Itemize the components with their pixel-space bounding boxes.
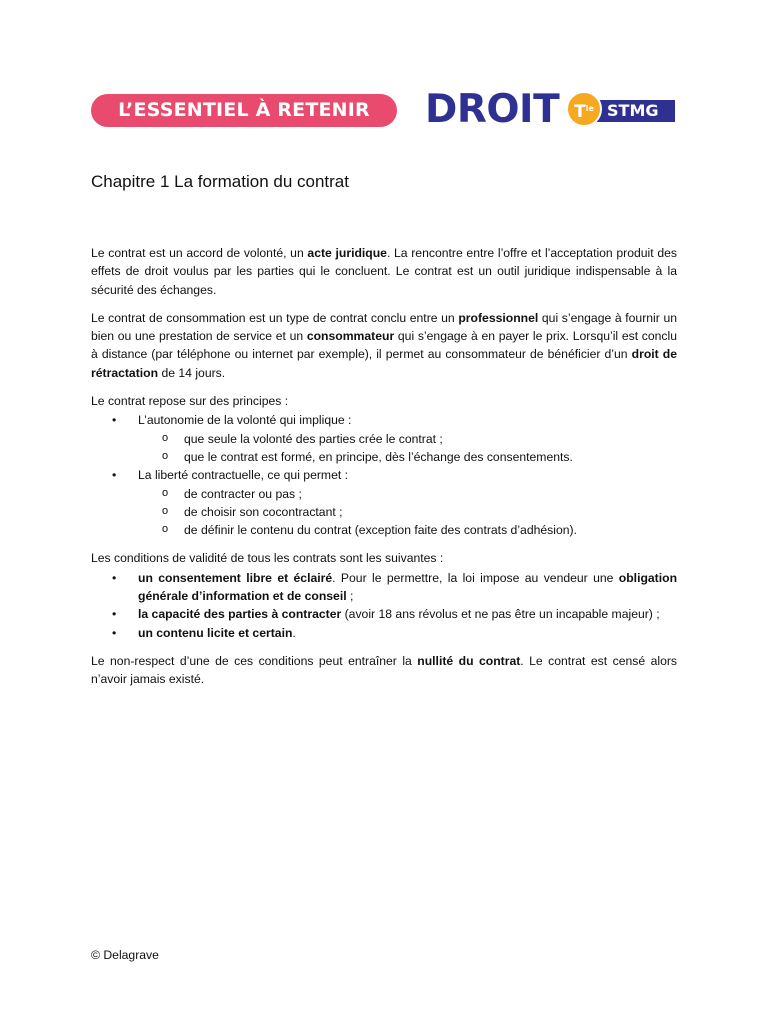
text: qui s’engage à en payer le prix. Lorsqu’il est conclu à distance (par téléphone ou internet par exemple), il permet au consommateur de bénéficier d’un bbox=[91, 329, 677, 362]
text: . Le contrat est censé alors n’avoir jamais existé. bbox=[91, 653, 678, 687]
track-label: STMG bbox=[607, 101, 659, 120]
principles-list bbox=[91, 411, 677, 539]
bold-term: un consentement libre et éclairé bbox=[138, 570, 333, 585]
text: Le contrat est un accord de volonté, un bbox=[91, 246, 308, 260]
essentiel-badge: L’ESSENTIEL À RETENIR bbox=[91, 94, 397, 127]
conditions-list bbox=[91, 569, 677, 642]
paragraph-definition bbox=[91, 244, 677, 299]
text: ; bbox=[346, 589, 354, 604]
text: de 14 jours. bbox=[158, 365, 226, 380]
text: . Pour le permettre, la loi impose au vendeur une bbox=[332, 570, 619, 585]
chapter-title: Chapitre 1 La formation du contrat bbox=[91, 172, 349, 191]
list-item: o que le contrat est formé, en principe, dès l’échange des consentements. bbox=[138, 448, 677, 466]
text: L’autonomie de la volonté qui implique : bbox=[138, 413, 352, 428]
bold-term: nullité du contrat bbox=[417, 653, 521, 668]
level-main: T bbox=[574, 102, 586, 122]
conditions-intro: Les conditions de validité de tous les contrats sont les suivantes : bbox=[91, 551, 444, 566]
text: . bbox=[292, 625, 296, 640]
bold-term: un contenu licite et certain bbox=[138, 625, 293, 640]
text: . La rencontre entre l’offre et l’acceptation produit des effets de droit voulus par les parties qui le concluent. Le contrat est un outil juridique indispensable à la sécurité des échanges. bbox=[91, 246, 677, 297]
main-content bbox=[91, 170, 677, 699]
list-item: o de définir le contenu du contrat (exception faite des contrats d’adhésion). bbox=[138, 521, 677, 539]
text: (avoir 18 ans révolus et ne pas être un incapable majeur) ; bbox=[341, 607, 660, 622]
list-item bbox=[91, 466, 677, 539]
text: Le non-respect d’une de ces conditions peut entraîner la bbox=[91, 653, 418, 668]
bold-term: professionnel bbox=[458, 310, 539, 325]
level-badge bbox=[566, 91, 602, 127]
list-item bbox=[91, 411, 677, 466]
list-item: o de choisir son cocontractant ; bbox=[138, 503, 677, 521]
text: Le contrat de consommation est un type de contrat conclu entre un bbox=[91, 310, 459, 325]
list-item bbox=[91, 624, 677, 642]
paragraph-consumer-contract bbox=[91, 309, 677, 382]
copyright-footer: © Delagrave bbox=[91, 948, 159, 962]
sub-list bbox=[138, 430, 677, 467]
paragraph-nullity bbox=[91, 652, 677, 689]
list-item: o de contracter ou pas ; bbox=[138, 485, 677, 503]
list-item bbox=[91, 569, 677, 606]
bold-term: la capacité des parties à contracter bbox=[138, 607, 342, 622]
principles-intro: Le contrat repose sur des principes : bbox=[91, 394, 289, 409]
bold-term: droit de rétractation bbox=[91, 347, 678, 380]
level-sup: le bbox=[585, 104, 594, 113]
list-item bbox=[91, 605, 677, 623]
text: qui s’engage à fournir un bien ou une prestation de service et un bbox=[91, 310, 677, 344]
bold-term: consommateur bbox=[306, 329, 395, 344]
text: La liberté contractuelle, ce qui permet : bbox=[138, 468, 349, 483]
bold-term: acte juridique bbox=[307, 246, 387, 260]
subject-title: DROIT bbox=[425, 87, 560, 132]
page-header bbox=[91, 87, 681, 132]
list-item: o que seule la volonté des parties crée le contrat ; bbox=[138, 430, 677, 448]
bold-term: obligation générale d’information et de conseil bbox=[138, 570, 678, 604]
sub-list bbox=[138, 485, 677, 540]
